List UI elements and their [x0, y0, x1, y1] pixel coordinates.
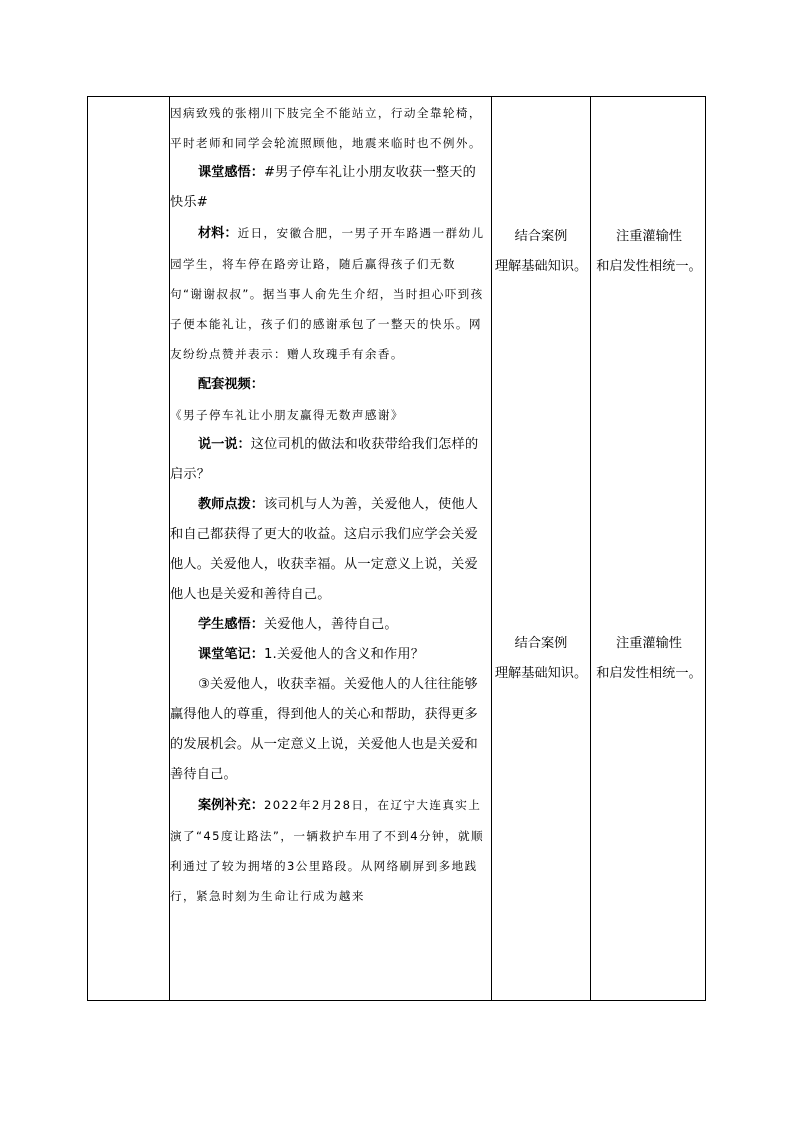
lesson-plan-table — [87, 96, 706, 1001]
class-notes-paragraph: 课堂笔记：1.关爱他人的含义和作用？ — [198, 647, 425, 662]
design-intent-cell: 结合案例 理解基础知识。 — [494, 636, 588, 681]
case-supplement-paragraph: 案例补充：2022年2月28日，在辽宁大连真实上演了“45度让路法”，一辆救护车用了不到4分钟，就顺利通过了较为拥堵的3公里路段。从网络刷屏到多地践行，紧急时刻为生命让行成为越来 — [170, 798, 485, 903]
student-reflection-paragraph: 学生感悟：关爱他人，善待自己。 — [198, 617, 398, 632]
video-paragraph: 配套视频：《男子停车礼让小朋友赢得无数声感谢》 — [170, 377, 404, 422]
design-principle-cell: 注重灌输性 和启发性相统一。 — [596, 636, 702, 681]
design-principle-cell: 注重灌输性 和启发性相统一。 — [596, 229, 702, 274]
notes-point-paragraph: ③关爱他人，收获幸福。关爱他人的人往往能够赢得他人的尊重，得到他人的关心和帮助，获得更多的发展机会。从一定意义上说，关爱他人也是关爱和善待自己。 — [170, 677, 478, 782]
discussion-paragraph: 说一说：这位司机的做法和收获带给我们怎样的启示？ — [170, 437, 479, 482]
teacher-guidance-paragraph: 教师点拨：该司机与人为善，关爱他人，使他人和自己都获得了更大的收益。这启示我们应学会关爱他人。关爱他人，收获幸福。从一定意义上说，关爱他人也是关爱和善待自己。 — [170, 497, 479, 602]
reflection-paragraph: 课堂感悟：#男子停车礼让小朋友收获一整天的快乐# — [170, 165, 476, 210]
design-intent-cell: 结合案例 理解基础知识。 — [494, 229, 588, 274]
material-paragraph: 材料：近日，安徽合肥，一男子开车路遇一群幼儿园学生，将车停在路旁让路，随后赢得孩子们无数句“谢谢叔叔”。据当事人俞先生介绍，当时担心吓到孩子便本能礼让，孩子们的感谢承包了一整天的快乐。网友纷纷点赞并表示：赠人玫瑰手有余香。 — [170, 226, 485, 361]
teaching-content-cell — [170, 97, 488, 911]
case-text-continued: 因病致残的张栩川下肢完全不能站立，行动全靠轮椅，平时老师和同学会轮流照顾他，地震来临时也不例外。 — [170, 106, 482, 150]
